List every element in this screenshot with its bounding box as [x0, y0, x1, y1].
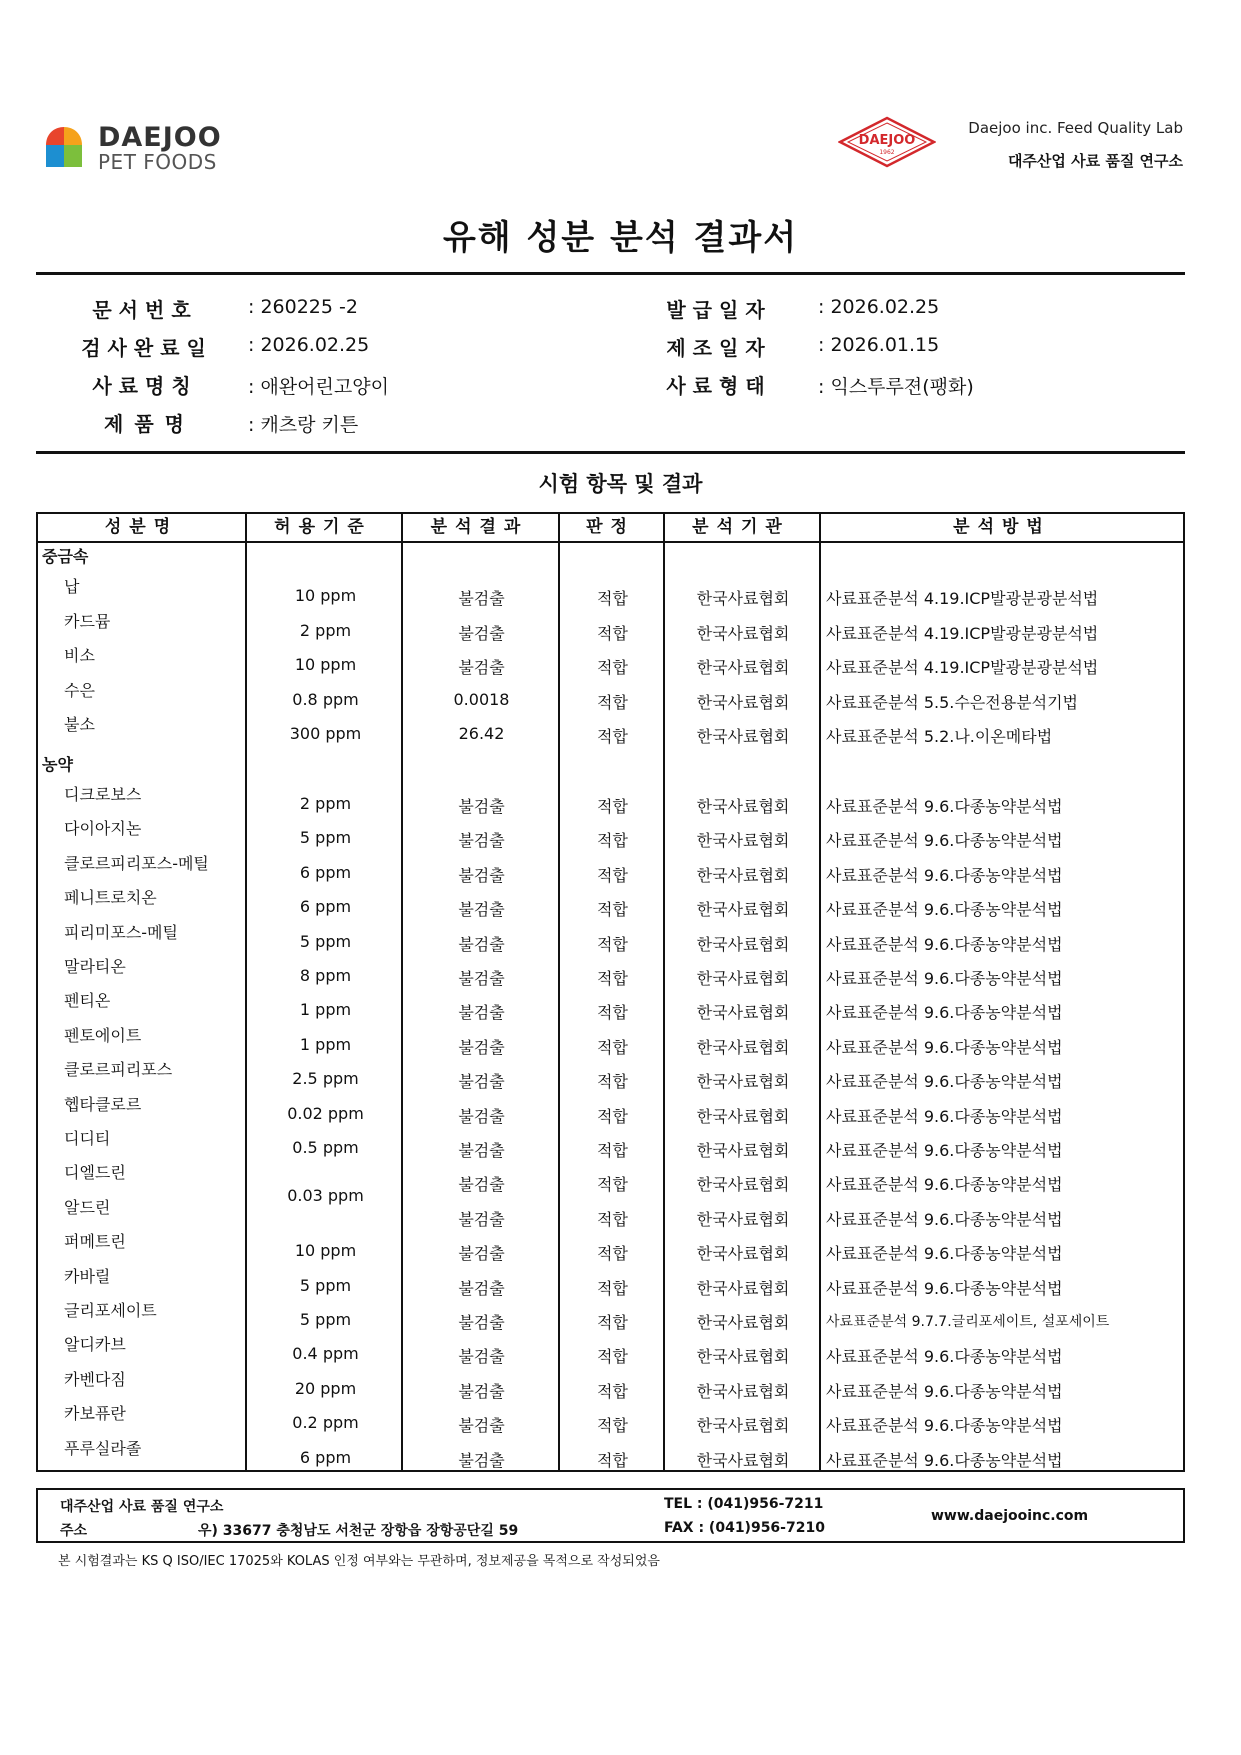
item-limit: 5 ppm — [299, 828, 352, 848]
item-limit: 6 ppm — [299, 897, 352, 917]
item-method: 사료표준분석 9.6.다종농약분석법 — [826, 1244, 1063, 1264]
item-judgement: 적합 — [597, 1072, 628, 1092]
item-name: 푸루실라졸 — [64, 1438, 142, 1458]
item-name: 비소 — [64, 646, 95, 665]
logo-brand-text: DAEJOO — [98, 122, 222, 153]
item-result: 불검출 — [458, 969, 505, 988]
item-method: 사료표준분석 4.19.ICP발광분광분석법 — [826, 623, 1099, 643]
item-method: 사료표준분석 9.6.다종농약분석법 — [826, 1347, 1063, 1367]
footer-address: 우) 33677 충청남도 서천군 장항읍 장항공단길 59 — [198, 1523, 519, 1539]
item-judgement: 적합 — [597, 658, 628, 677]
item-agency: 한국사료협회 — [696, 1313, 790, 1332]
item-judgement: 적합 — [597, 934, 628, 954]
item-method: 사료표준분석 9.6.다종농약분석법 — [826, 1072, 1063, 1092]
lab-name-korean: 대주산업 사료 품질 연구소 — [1007, 152, 1183, 170]
item-method: 사료표준분석 9.6.다종농약분석법 — [826, 1209, 1063, 1229]
item-agency: 한국사료협회 — [696, 1209, 790, 1229]
table-row — [38, 1436, 1187, 1470]
doc-no-value: : 260225 -2 — [248, 296, 358, 318]
item-method: 사료표준분석 9.6.다종농약분석법 — [826, 1278, 1063, 1298]
item-result: 불검출 — [458, 1347, 505, 1367]
item-limit: 0.8 ppm — [292, 689, 359, 709]
issue-date-value: : 2026.02.25 — [818, 296, 940, 318]
item-limit: 2.5 ppm — [292, 1069, 359, 1089]
document-title: 유해 성분 분석 결과서 — [442, 218, 799, 258]
item-result: 불검출 — [458, 900, 505, 920]
item-limit: 5 ppm — [299, 1310, 352, 1329]
item-name: 헵타클로르 — [64, 1094, 142, 1114]
feed-form-value: : 익스투루젼(팽화) — [818, 376, 974, 398]
table-row — [38, 1298, 1187, 1332]
item-result: 불검출 — [458, 1313, 505, 1332]
item-judgement: 적합 — [597, 589, 628, 608]
item-name: 카벤다짐 — [64, 1369, 126, 1389]
item-judgement: 적합 — [597, 1381, 628, 1401]
item-method: 사료표준분석 9.6.다종농약분석법 — [826, 831, 1063, 851]
item-result: 불검출 — [458, 1141, 505, 1160]
item-judgement: 적합 — [597, 900, 628, 920]
item-limit: 300 ppm — [289, 724, 362, 743]
item-method: 사료표준분석 9.6.다종농약분석법 — [826, 900, 1063, 920]
item-method: 사료표준분석 9.6.다종농약분석법 — [826, 1003, 1063, 1023]
mfg-date-label: 제조일자 — [666, 336, 772, 360]
col-header-limit: 허용기준 — [274, 517, 372, 537]
table-row — [38, 885, 1187, 920]
item-judgement: 적합 — [597, 1244, 628, 1264]
lab-name-english: Daejoo inc. Feed Quality Lab — [968, 119, 1183, 137]
item-judgement: 적합 — [597, 623, 628, 643]
item-result: 불검출 — [458, 797, 505, 816]
item-method: 사료표준분석 9.6.다종농약분석법 — [826, 865, 1063, 885]
issue-date-label: 발급일자 — [666, 298, 772, 322]
table-row — [38, 678, 1187, 712]
item-limit: 0.4 ppm — [292, 1344, 359, 1364]
item-result: 불검출 — [458, 1037, 505, 1057]
merged-limit-value: 0.03 ppm — [287, 1186, 364, 1205]
item-result: 불검출 — [458, 865, 505, 885]
feed-name-value: : 애완어린고양이 — [248, 376, 389, 398]
item-limit: 20 ppm — [294, 1378, 357, 1398]
item-agency: 한국사료협회 — [696, 623, 790, 643]
item-agency: 한국사료협회 — [696, 934, 790, 954]
item-name: 디엘드린 — [64, 1163, 126, 1183]
item-judgement: 적합 — [597, 727, 628, 746]
item-method: 사료표준분석 9.6.다종농약분석법 — [826, 1141, 1063, 1160]
item-name: 수은 — [64, 680, 95, 700]
item-agency: 한국사료협회 — [696, 1381, 790, 1401]
table-row — [38, 1264, 1187, 1298]
item-result: 불검출 — [458, 934, 505, 954]
item-agency: 한국사료협회 — [696, 1416, 790, 1436]
item-method: 사료표준분석 9.7.7.글리포세이트, 설포세이트 — [826, 1314, 1110, 1330]
item-judgement: 적합 — [597, 1106, 628, 1126]
item-judgement: 적합 — [597, 1037, 628, 1057]
item-judgement: 적합 — [597, 1141, 628, 1160]
table-title: 시험 항목 및 결과 — [538, 472, 703, 496]
seal-year: 1962 — [879, 149, 895, 156]
col-header-agency: 분석기관 — [692, 517, 790, 537]
company-logo — [44, 124, 244, 172]
item-name: 알드린 — [64, 1197, 111, 1217]
table-row — [38, 988, 1187, 1023]
item-judgement: 적합 — [597, 1347, 628, 1367]
item-agency: 한국사료협회 — [696, 797, 790, 816]
item-name: 카바릴 — [64, 1266, 111, 1286]
item-agency: 한국사료협회 — [696, 692, 790, 712]
item-limit: 6 ppm — [299, 862, 352, 882]
item-result: 불검출 — [458, 831, 505, 851]
item-method: 사료표준분석 9.6.다종농약분석법 — [826, 1106, 1063, 1126]
item-limit: 0.02 ppm — [287, 1103, 364, 1123]
item-result: 불검출 — [458, 1450, 505, 1470]
item-agency: 한국사료협회 — [696, 1072, 790, 1092]
item-limit: 10 ppm — [294, 1241, 357, 1261]
table-row — [38, 1401, 1187, 1436]
item-result: 불검출 — [458, 1416, 505, 1436]
item-name: 피리미포스-메틸 — [64, 922, 178, 942]
item-name: 글리포세이트 — [64, 1301, 157, 1320]
table-row — [38, 782, 1187, 816]
info-divider — [36, 451, 1185, 454]
item-result: 불검출 — [458, 1278, 505, 1298]
item-name: 카드뮴 — [64, 611, 111, 631]
disclaimer-note: 본 시험결과는 KS Q ISO/IEC 17025와 KOLAS 인정 여부와는 무관하며, 정보제공을 목적으로 작성되었음 — [58, 1554, 660, 1569]
item-method: 사료표준분석 4.19.ICP발광분광분석법 — [826, 589, 1099, 608]
item-method: 사료표준분석 9.6.다종농약분석법 — [826, 1416, 1063, 1436]
item-method: 사료표준분석 9.6.다종농약분석법 — [826, 969, 1063, 988]
item-judgement: 적합 — [597, 797, 628, 816]
item-limit: 6 ppm — [299, 1447, 352, 1467]
item-name: 페니트로치온 — [64, 888, 157, 908]
item-limit: 1 ppm — [299, 1034, 352, 1054]
table-row — [38, 1057, 1187, 1092]
item-limit: 2 ppm — [299, 794, 352, 813]
product-name-value: : 캐츠랑 키튼 — [248, 414, 359, 436]
item-limit: 5 ppm — [299, 931, 352, 951]
item-limit: 2 ppm — [299, 620, 352, 640]
col-header-judgement: 판정 — [586, 517, 635, 537]
feed-name-label: 사료명칭 — [92, 374, 198, 398]
table-row — [38, 1160, 1187, 1195]
item-judgement: 적합 — [597, 865, 628, 885]
item-judgement: 적합 — [597, 1209, 628, 1229]
item-limit: 8 ppm — [299, 966, 352, 985]
item-judgement: 적합 — [597, 692, 628, 712]
item-agency: 한국사료협회 — [696, 1175, 790, 1195]
item-judgement: 적합 — [597, 1278, 628, 1298]
table-row — [38, 643, 1187, 677]
item-limit: 10 ppm — [294, 586, 357, 605]
table-row — [38, 1023, 1187, 1057]
table-row — [38, 574, 1187, 608]
item-agency: 한국사료협회 — [696, 1141, 790, 1160]
table-row — [38, 609, 1187, 643]
col-header-method: 분석방법 — [953, 517, 1051, 537]
item-judgement: 적합 — [597, 1450, 628, 1470]
item-result: 불검출 — [458, 1106, 505, 1126]
col-header-result: 분석결과 — [430, 517, 529, 537]
item-name: 펜티온 — [64, 991, 111, 1011]
item-agency: 한국사료협회 — [696, 831, 790, 851]
item-method: 사료표준분석 9.6.다종농약분석법 — [826, 1037, 1063, 1057]
item-name: 카보퓨란 — [64, 1404, 126, 1424]
item-method: 사료표준분석 9.6.다종농약분석법 — [826, 934, 1063, 954]
item-agency: 한국사료협회 — [696, 865, 790, 885]
item-result: 불검출 — [458, 1003, 505, 1023]
item-judgement: 적합 — [597, 1313, 628, 1332]
col-header-name: 성분명 — [104, 517, 179, 537]
table-row — [38, 816, 1187, 851]
item-result: 불검출 — [458, 658, 505, 677]
item-result: 불검출 — [458, 1072, 505, 1092]
item-method: 사료표준분석 4.19.ICP발광분광분석법 — [826, 658, 1099, 677]
item-result: 0.0018 — [453, 689, 510, 709]
category-pesticides: 농약 — [42, 755, 73, 774]
item-judgement: 적합 — [597, 1416, 628, 1436]
item-method: 사료표준분석 9.6.다종농약분석법 — [826, 1381, 1063, 1401]
item-name: 디크로보스 — [64, 785, 142, 804]
footer-fax: FAX : (041)956-7210 — [664, 1520, 825, 1536]
item-name: 말라티온 — [64, 957, 126, 976]
table-row — [38, 1126, 1187, 1160]
item-agency: 한국사료협회 — [696, 1106, 790, 1126]
item-method: 사료표준분석 5.2.나.이온메타법 — [826, 727, 1053, 746]
item-limit: 0.5 ppm — [292, 1138, 359, 1157]
logo-sub-text: PET FOODS — [98, 150, 217, 174]
item-agency: 한국사료협회 — [696, 589, 790, 608]
item-judgement: 적합 — [597, 1003, 628, 1023]
footer-tel: TEL : (041)956-7211 — [664, 1496, 824, 1512]
item-result: 불검출 — [458, 1244, 505, 1264]
footer-org: 대주산업 사료 품질 연구소 — [60, 1499, 224, 1515]
item-name: 펜토에이트 — [64, 1025, 142, 1045]
doc-no-label: 문서번호 — [92, 298, 198, 322]
table-row — [38, 1229, 1187, 1264]
table-row — [38, 920, 1187, 954]
item-result: 26.42 — [458, 724, 505, 743]
item-agency: 한국사료협회 — [696, 1037, 790, 1057]
header-divider — [38, 541, 1183, 543]
item-name: 클로르피리포스 — [64, 1060, 173, 1080]
item-agency: 한국사료협회 — [696, 900, 790, 920]
item-limit: 0.2 ppm — [292, 1413, 359, 1433]
logo-mark-icon — [44, 125, 84, 169]
table-row — [38, 1195, 1187, 1229]
inspection-done-value: : 2026.02.25 — [248, 334, 370, 356]
item-name: 다이아지논 — [64, 819, 142, 839]
item-name: 퍼메트린 — [64, 1232, 126, 1252]
table-row — [38, 851, 1187, 885]
feed-form-label: 사료형태 — [666, 374, 772, 398]
item-agency: 한국사료협회 — [696, 1450, 790, 1470]
item-result: 불검출 — [458, 1209, 505, 1229]
item-agency: 한국사료협회 — [696, 969, 790, 988]
item-judgement: 적합 — [597, 969, 628, 988]
item-result: 불검출 — [458, 1175, 505, 1195]
item-result: 불검출 — [458, 1381, 505, 1401]
item-method: 사료표준분석 9.6.다종농약분석법 — [826, 1450, 1063, 1470]
item-agency: 한국사료협회 — [696, 1278, 790, 1298]
item-method: 사료표준분석 9.6.다종농약분석법 — [826, 797, 1063, 816]
item-agency: 한국사료협회 — [696, 1347, 790, 1367]
seal-text: DAEJOO — [858, 133, 916, 148]
mfg-date-value: : 2026.01.15 — [818, 334, 940, 356]
item-name: 디디티 — [64, 1129, 111, 1148]
item-name: 불소 — [64, 715, 95, 734]
category-heavy-metals: 중금속 — [42, 547, 89, 566]
item-judgement: 적합 — [597, 1175, 628, 1195]
item-limit: 5 ppm — [299, 1275, 352, 1295]
item-agency: 한국사료협회 — [696, 658, 790, 677]
item-agency: 한국사료협회 — [696, 727, 790, 746]
table-row — [38, 954, 1187, 988]
inspection-done-label: 검사완료일 — [81, 336, 213, 360]
item-judgement: 적합 — [597, 831, 628, 851]
item-agency: 한국사료협회 — [696, 1244, 790, 1264]
daejoo-seal-icon — [838, 116, 936, 168]
results-table — [36, 512, 1185, 1472]
item-method: 사료표준분석 9.6.다종농약분석법 — [826, 1175, 1063, 1195]
item-method: 사료표준분석 5.5.수은전용분석기법 — [826, 692, 1079, 712]
product-name-label: 제 품 명 — [104, 412, 186, 436]
item-limit: 1 ppm — [299, 1000, 352, 1020]
table-row — [38, 1367, 1187, 1401]
item-name: 알디카브 — [64, 1335, 126, 1355]
table-row — [38, 1092, 1187, 1126]
item-name: 클로르피리포스-메틸 — [64, 853, 209, 873]
table-row — [38, 712, 1187, 746]
footer-website-link[interactable]: www.daejooinc.com — [931, 1508, 1089, 1524]
item-agency: 한국사료협회 — [696, 1003, 790, 1023]
footer-box — [36, 1488, 1185, 1543]
item-limit: 10 ppm — [294, 655, 357, 674]
item-name: 납 — [64, 577, 80, 596]
footer-address-label: 주소 — [60, 1523, 88, 1539]
title-divider — [36, 272, 1185, 275]
table-row — [38, 1332, 1187, 1367]
item-result: 불검출 — [458, 623, 505, 643]
item-result: 불검출 — [458, 589, 505, 608]
